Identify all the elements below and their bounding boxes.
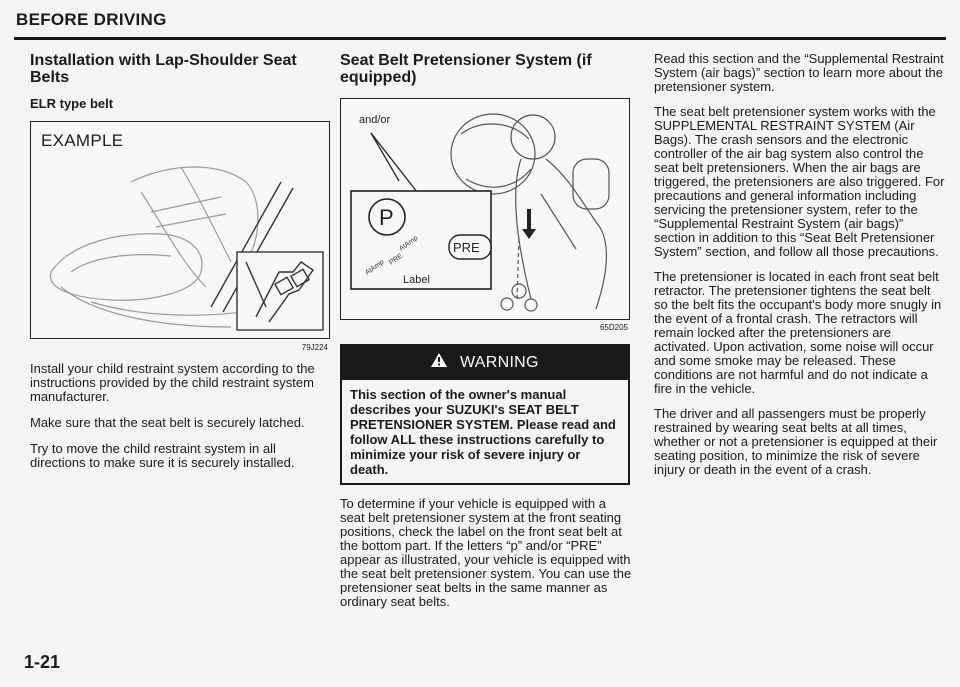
paragraph: The seat belt pretensioner system works with the SUPPLEMENTAL RESTRAINT SYSTEM (Air Bags). The crash sensors and the electronic controller of the air bag system also control the seat belt pretensioners. When the air bags are triggered, the pretensioners are also triggered. For precautions and general information including servicing the pretensioner system, refer to the “Supplemental Restraint System (air bags)” section in addition to this “Seat Belt Pretensioner System” section, and follow all those precautions. bbox=[654, 104, 945, 259]
page-number: 1-21 bbox=[24, 652, 61, 672]
paragraph: Read this section and the “Supplemental Restraint System (air bags)” section to learn more about the pretensioner system. bbox=[654, 51, 944, 94]
page-header-title: BEFORE DRIVING bbox=[16, 10, 167, 29]
paragraph: The driver and all passengers must be properly restrained by wearing seat belts at all times, whether or not a pretensioner is equipped at their seating position, to minimize the risk of severe injury or death in the event of a crash. bbox=[654, 406, 938, 477]
figure-code: 79J224 bbox=[301, 343, 328, 352]
tag-text: PRE bbox=[388, 252, 404, 267]
paragraph: Make sure that the seat belt is securely latched. bbox=[30, 415, 305, 430]
label-text: Label bbox=[403, 274, 430, 286]
tag-text: AtAmp bbox=[364, 258, 386, 277]
p-letter: P bbox=[379, 205, 394, 230]
paragraph: To determine if your vehicle is equipped with a seat belt pretensioner system at the front seating positions, check the label on the front seat belt at the bottom part. If the letters “p” and/or “PRE” appear as illustrated, your vehicle is equipped with the seat belt pretensioner system. You can use the pretensioner seat belts in the same manner as ordinary seat belts. bbox=[340, 496, 632, 609]
column-pretensioner-details bbox=[654, 52, 946, 488]
figure-child-seat bbox=[30, 121, 330, 339]
warning-box bbox=[340, 344, 630, 485]
warning-header bbox=[342, 346, 628, 380]
and-or-text: and/or bbox=[359, 114, 391, 126]
warning-triangle-icon bbox=[431, 353, 447, 372]
subheading-elr: ELR type belt bbox=[30, 96, 114, 111]
column-child-restraint bbox=[30, 52, 328, 482]
section-heading-pretensioner: Seat Belt Pretensioner System (if equipped) bbox=[340, 52, 592, 86]
section-heading-installation: Installation with Lap-Shoulder Seat Belts bbox=[30, 52, 297, 86]
paragraph: Try to move the child restraint system in all directions to make sure it is securely installed. bbox=[30, 441, 295, 470]
warning-title: WARNING bbox=[459, 353, 539, 371]
pretensioner-label-illustration bbox=[341, 99, 629, 319]
column-pretensioner bbox=[340, 52, 634, 621]
header-rule bbox=[14, 37, 946, 40]
child-seat-illustration bbox=[31, 122, 329, 338]
tag-text: AtAmp bbox=[398, 234, 420, 253]
figure-code: 65D205 bbox=[599, 323, 628, 332]
paragraph: The pretensioner is located in each front seat belt retractor. The pretensioner tightens the seat belt so the belt fits the occupant's body more snugly in the event of a frontal crash. The retractors will remain locked after the pretensioners are activated. Upon activation, some noise will occur and some smoke may be released. These conditions are not harmful and do not indicate a fire in the vehicle. bbox=[654, 269, 942, 396]
pre-badge-text: PRE bbox=[453, 240, 480, 255]
paragraph: Install your child restraint system according to the instructions provided by the child restraint system manufacturer. bbox=[30, 361, 315, 404]
figure-example-label: EXAMPLE bbox=[41, 131, 124, 150]
warning-text: This section of the owner's manual describes your SUZUKI's SEAT BELT PRETENSIONER SYSTEM. Please read and follow ALL these instructions carefully to minimize your risk of severe injury or death. bbox=[350, 387, 616, 477]
figure-seat-belt-label bbox=[340, 98, 630, 320]
